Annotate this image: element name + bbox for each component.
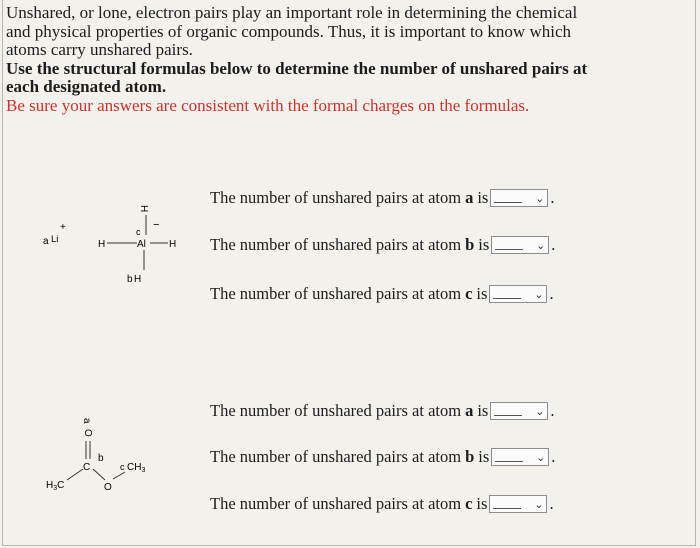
question-text: The number of unshared pairs at atom — [210, 235, 462, 254]
atom-b-label-2: b — [98, 453, 104, 464]
atom-a-label: a — [43, 236, 49, 247]
selected-value — [495, 240, 523, 250]
answer-select-1a[interactable] — [490, 189, 548, 207]
period: . — [550, 188, 555, 207]
question-atom: b — [465, 235, 475, 254]
question-row — [210, 235, 555, 255]
period: . — [549, 284, 554, 303]
structure-methyl-acetate — [40, 412, 200, 512]
lithium-charge: + — [60, 222, 66, 233]
atom-a-label-2: a — [81, 418, 92, 424]
question-text: The number of unshared pairs at atom — [210, 188, 462, 207]
methyl-right: $CH_3$ — [127, 462, 146, 474]
hydrogen-right: H — [169, 239, 177, 250]
chevron-down-icon: ⌄ — [536, 238, 546, 252]
question-is: is — [478, 447, 490, 466]
question-text: The number of unshared pairs at atom — [210, 494, 462, 513]
selected-value — [493, 499, 521, 509]
carbonyl-carbon: C — [83, 462, 91, 473]
selected-value — [494, 193, 522, 203]
answer-select-2c[interactable] — [489, 495, 547, 513]
answer-select-2a[interactable] — [490, 402, 548, 420]
atom-b-label: b — [127, 274, 133, 285]
selected-value — [494, 406, 522, 416]
period: . — [551, 235, 556, 254]
carbonyl-oxygen: O — [82, 429, 93, 437]
formal-charge-warning: Be sure your answers are consistent with the formal charges on the formulas. — [6, 95, 530, 115]
intro-line-2: and physical properties of organic compounds. Thus, it is important to know which — [6, 21, 572, 41]
period: . — [550, 401, 555, 420]
atom-c-label-2: c — [120, 462, 125, 472]
chevron-down-icon: ⌄ — [535, 404, 545, 418]
question-is: is — [476, 284, 488, 303]
hydrogen-left: H — [98, 239, 106, 250]
aluminum-atom: Al — [137, 239, 146, 250]
chevron-down-icon: ⌄ — [536, 450, 546, 464]
aluminum-charge: − — [153, 219, 160, 231]
question-atom: a — [465, 188, 474, 207]
answer-select-2b[interactable] — [491, 448, 549, 466]
period: . — [551, 447, 556, 466]
atom-c-label: c — [136, 227, 141, 237]
question-atom: a — [465, 401, 474, 420]
question-text: The number of unshared pairs at atom — [210, 401, 462, 420]
question-atom: c — [465, 494, 473, 513]
question-is: is — [477, 401, 489, 420]
ester-oxygen: O — [104, 482, 112, 493]
lithium-atom: Li — [51, 234, 59, 245]
answer-select-1b[interactable] — [491, 236, 549, 254]
period: . — [549, 494, 554, 513]
question-is: is — [478, 235, 490, 254]
question-row — [210, 188, 554, 208]
selected-value — [493, 289, 521, 299]
question-is: is — [477, 188, 489, 207]
intro-line-1: Unshared, or lone, electron pairs play an important role in determining the chemical — [6, 3, 578, 22]
question-text: The number of unshared pairs at atom — [210, 284, 462, 303]
question-atom: b — [465, 447, 475, 466]
chevron-down-icon: ⌄ — [535, 191, 545, 205]
question-text: The number of unshared pairs at atom — [210, 447, 462, 466]
selected-value — [495, 452, 523, 462]
question-row — [210, 494, 554, 514]
methyl-left: $H_3C$ — [46, 480, 65, 492]
question-row — [210, 284, 554, 304]
instruction-bold-2: each designated atom. — [6, 77, 167, 96]
question-row — [210, 447, 555, 467]
question-atom: c — [465, 284, 473, 303]
instruction-bold-1: Use the structural formulas below to determine the number of unshared pairs at — [6, 58, 588, 78]
chevron-down-icon: ⌄ — [534, 497, 544, 511]
structure-lithium-aluminum-hydride — [40, 195, 200, 295]
answer-select-1c[interactable] — [489, 285, 547, 303]
question-is: is — [476, 494, 488, 513]
question-row — [210, 401, 554, 421]
hydrogen-bottom: H — [134, 274, 142, 285]
instructions — [6, 4, 686, 115]
intro-line-3: atoms carry unshared pairs. — [6, 40, 193, 59]
hydrogen-top: H — [138, 205, 149, 213]
chevron-down-icon: ⌄ — [534, 287, 544, 301]
